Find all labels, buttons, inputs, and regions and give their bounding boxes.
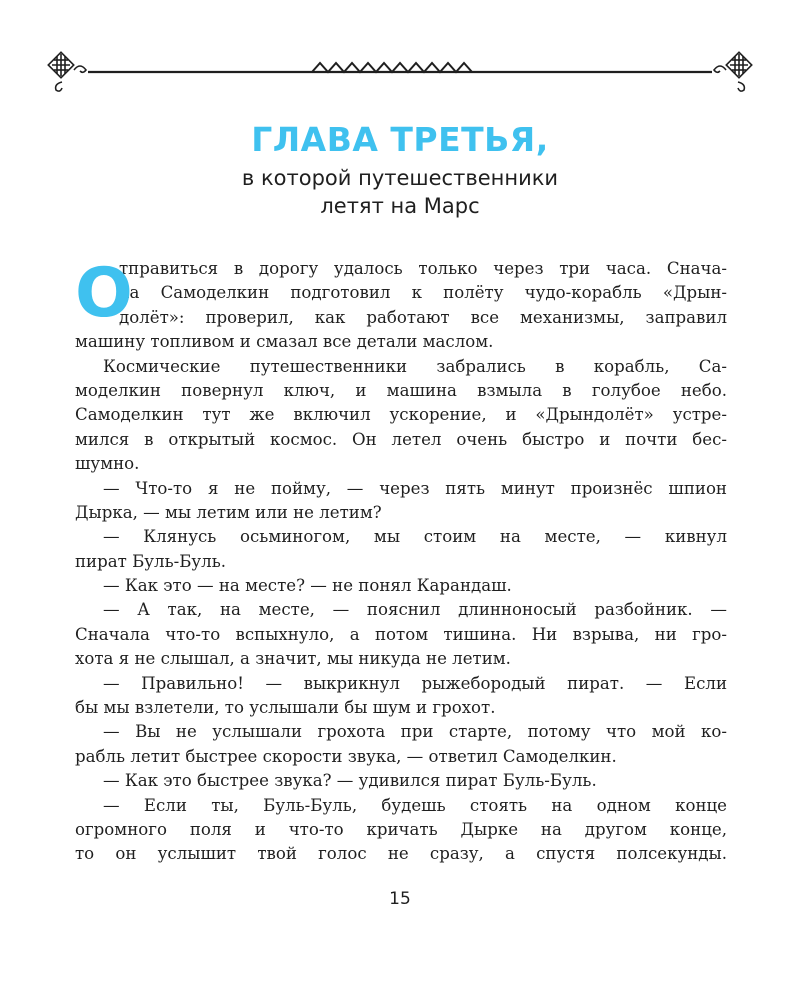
text-line: — А так, на месте, — пояснил длинноносый разбойник. —	[103, 600, 727, 620]
text-line: ла Самоделкин подготовил к полёту чудо-корабль «Дрын-	[119, 283, 727, 303]
text-line: — Вы не услышали грохота при старте, потому что мой ко-	[103, 722, 727, 742]
text-line: тправиться в дорогу удалось только через три часа. Снача-	[119, 259, 727, 278]
text-line: — Если ты, Буль-Буль, будешь стоять на одном конце	[103, 795, 727, 815]
text-line: — Клянусь осьминогом, мы стоим на месте, — кивнул	[103, 527, 727, 547]
text-line: то он услышит твой голос не сразу, а спустя полсекунды.	[75, 844, 727, 864]
text-line: — Правильно! — выкрикнул рыжебородый пират. — Если	[103, 673, 727, 693]
drop-cap: О	[75, 254, 133, 333]
chapter-heading	[0, 120, 800, 220]
right-flourish-icon	[714, 52, 752, 91]
text-line: огромного поля и что-то кричать Дырке на другом конце,	[75, 819, 727, 839]
text-line: машину топливом и смазал все детали маслом.	[75, 332, 494, 352]
text-line: — Как это — на месте? — не понял Карандаш.	[103, 576, 512, 596]
text-line: Дырка, — мы летим или не летим?	[75, 502, 382, 522]
chapter-subtitle-line-2: летят на Марс	[320, 194, 480, 218]
header-ornament	[40, 46, 760, 96]
text-line: Самоделкин тут же включил ускорение, и «Дрындолёт» устре-	[75, 405, 727, 425]
text-line: моделкин повернул ключ, и машина взмыла в голубое небо.	[75, 380, 727, 400]
text-line: Космические путешественники забрались в корабль, Са-	[103, 356, 727, 376]
chapter-title: ГЛАВА ТРЕТЬЯ,	[251, 120, 549, 159]
text-line: долёт»: проверил, как работают все механизмы, заправил	[119, 307, 727, 327]
text-line: рабль летит быстрее скорости звука, — ответил Самоделкин.	[75, 746, 617, 766]
text-line: мился в открытый космос. Он летел очень быстро и почти бес-	[75, 429, 727, 449]
text-line: хота я не слышал, а значит, мы никуда не летим.	[75, 649, 511, 669]
text-line: — Что-то я не пойму, — через пять минут произнёс шпион	[103, 478, 727, 498]
left-flourish-icon	[48, 52, 86, 91]
text-line: бы мы взлетели, то услышали бы шум и грохот.	[75, 698, 496, 718]
center-zigzag-icon	[312, 63, 472, 72]
page-number: 15	[389, 889, 411, 909]
chapter-subtitle-line-1: в которой путешественники	[241, 166, 559, 190]
text-line: Сначала что-то вспыхнуло, а потом тишина. Ни взрыва, ни гро-	[75, 624, 727, 644]
text-line: шумно.	[75, 454, 140, 474]
text-line: — Как это быстрее звука? — удивился пират Буль-Буль.	[103, 771, 597, 791]
text-line: пират Буль-Буль.	[75, 551, 227, 571]
chapter-subtitle	[0, 164, 800, 220]
body-text	[75, 254, 727, 867]
